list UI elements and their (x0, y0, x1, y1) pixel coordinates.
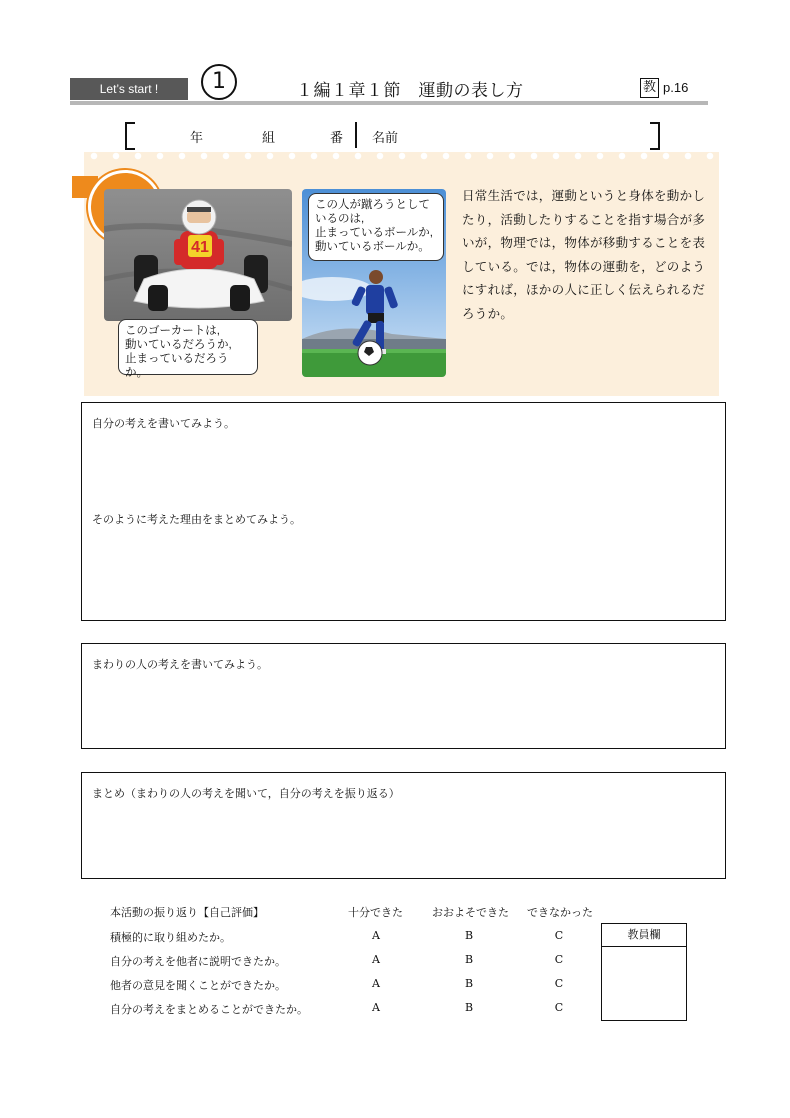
grade-c[interactable]: C (554, 953, 564, 966)
ball-bubble-line: いるのは, (315, 213, 365, 225)
textbook-mark: 教 (640, 78, 659, 98)
lets-start-tag: Let’s start ! (70, 78, 188, 100)
kart-bubble-line: このゴーカートは, (125, 325, 220, 337)
assessment-question: 自分の考えを他者に説明できたか。 (110, 955, 286, 968)
kart-bubble-line: 動いているだろうか, (125, 339, 232, 351)
grade-c[interactable]: C (554, 929, 564, 942)
name-divider (355, 122, 357, 148)
notebook-holes (84, 152, 719, 164)
go-kart-photo (104, 189, 292, 321)
grade-a[interactable]: A (372, 1001, 380, 1014)
lesson-number: 1 (201, 64, 237, 100)
grade-b[interactable]: B (464, 929, 474, 942)
summary-box[interactable] (81, 772, 726, 879)
page-reference: p.16 (663, 80, 689, 95)
ball-bubble-line: 止まっているボールか, (315, 227, 433, 239)
teacher-box-label: 教員欄 (602, 924, 686, 947)
grade-c[interactable]: C (554, 1001, 564, 1014)
reason-prompt: そのように考えた理由をまとめてみよう。 (92, 513, 301, 526)
class-label: 組 (262, 131, 276, 146)
kart-speech-bubble (118, 319, 258, 379)
ball-bubble-line: この人が蹴ろうとして (315, 199, 430, 211)
assessment-question: 積極的に取り組めたか。 (110, 931, 231, 944)
grade-b[interactable]: B (464, 1001, 474, 1014)
summary-prompt: まとめ（まわりの人の考えを聞いて，自分の考えを振り返る） (92, 787, 400, 800)
column-header: 十分できた (348, 906, 403, 919)
year-label: 年 (190, 131, 204, 146)
grade-c[interactable]: C (554, 977, 564, 990)
name-bracket-left (125, 122, 135, 150)
column-header: できなかった (527, 906, 593, 919)
name-bracket-right (650, 122, 660, 150)
kart-number: 41 (191, 239, 209, 256)
teacher-box (601, 923, 687, 1021)
ball-speech-bubble (308, 193, 444, 261)
own-idea-box[interactable] (81, 402, 726, 621)
grade-b[interactable]: B (464, 953, 474, 966)
others-idea-prompt: まわりの人の考えを書いてみよう。 (92, 658, 268, 671)
column-header: おおよそできた (432, 906, 509, 919)
grade-a[interactable]: A (372, 929, 380, 942)
kart-bubble-line: 止まっているだろうか。 (125, 353, 229, 379)
intro-text: 日常生活では，運動というと身体を動かしたり，活動したりすることを指す場合が多いが，物理では，物体が移動することを表している。では，物体の運動を，どのようにすれば，ほかの人に正しく伝えられるだろうか。 (462, 188, 706, 321)
assessment-question: 自分の考えをまとめることができたか。 (110, 1003, 308, 1016)
others-idea-box[interactable] (81, 643, 726, 749)
self-assessment-title: 本活動の振り返り【自己評価】 (110, 906, 264, 919)
own-idea-prompt: 自分の考えを書いてみよう。 (92, 417, 235, 430)
name-label: 名前 (372, 131, 399, 146)
grade-b[interactable]: B (464, 977, 474, 990)
number-label: 番 (330, 131, 344, 146)
grade-a[interactable]: A (372, 977, 380, 990)
assessment-question: 他者の意見を聞くことができたか。 (110, 979, 286, 992)
header-rule (70, 101, 708, 105)
page-title: １編１章１節 運動の表し方 (296, 81, 524, 101)
ball-bubble-line: 動いているボールか。 (315, 241, 430, 253)
grade-a[interactable]: A (372, 953, 380, 966)
